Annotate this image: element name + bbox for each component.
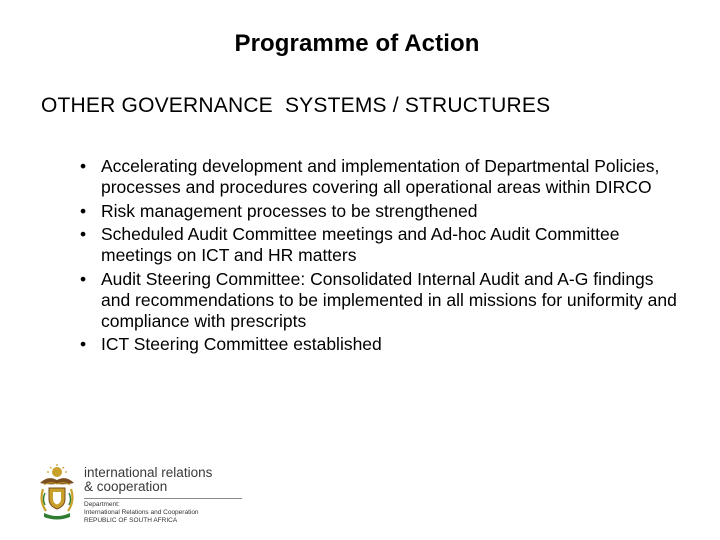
logo-dept-name: International Relations and Cooperation bbox=[84, 509, 199, 516]
bullet-dot: • bbox=[80, 156, 87, 176]
coat-of-arms-icon bbox=[36, 463, 78, 523]
slide-title: Programme of Action bbox=[234, 30, 480, 57]
bullet-text: Audit Steering Committee: Consolidated Internal Audit and A-G findings and recommendations to be implemented in all missions for uniformity and compliance with prescripts bbox=[101, 268, 677, 331]
slide-subtitle: OTHER GOVERNANCE SYSTEMS / STRUCTURES bbox=[41, 94, 551, 117]
logo-line-1: international relations bbox=[84, 465, 213, 480]
bullet-item bbox=[80, 201, 680, 222]
bullet-text: ICT Steering Committee established bbox=[101, 334, 382, 354]
logo-text-block bbox=[84, 466, 244, 525]
bullet-item bbox=[80, 224, 680, 266]
bullet-dot: • bbox=[80, 224, 87, 244]
dirco-logo bbox=[36, 463, 236, 525]
bullet-item bbox=[80, 334, 680, 355]
bullet-dot: • bbox=[80, 268, 87, 289]
bullet-dot: • bbox=[80, 334, 87, 354]
bullet-text: Scheduled Audit Committee meetings and Ad-hoc Audit Committee meetings on ICT and HR matters bbox=[101, 224, 620, 265]
bullet-text: Risk management processes to be strengthened bbox=[101, 200, 478, 221]
bullet-text: Accelerating development and implementation of Departmental Policies, processes and procedures covering all operational areas within DIRCO bbox=[101, 156, 660, 197]
logo-country: REPUBLIC OF SOUTH AFRICA bbox=[84, 517, 178, 524]
bullet-item bbox=[80, 156, 680, 198]
logo-divider bbox=[84, 498, 242, 499]
logo-line-2: & cooperation bbox=[84, 479, 168, 494]
bullet-list bbox=[80, 156, 680, 358]
bullet-dot: • bbox=[80, 200, 87, 221]
bullet-item bbox=[80, 269, 680, 332]
logo-dept-label: Department: bbox=[84, 501, 120, 508]
